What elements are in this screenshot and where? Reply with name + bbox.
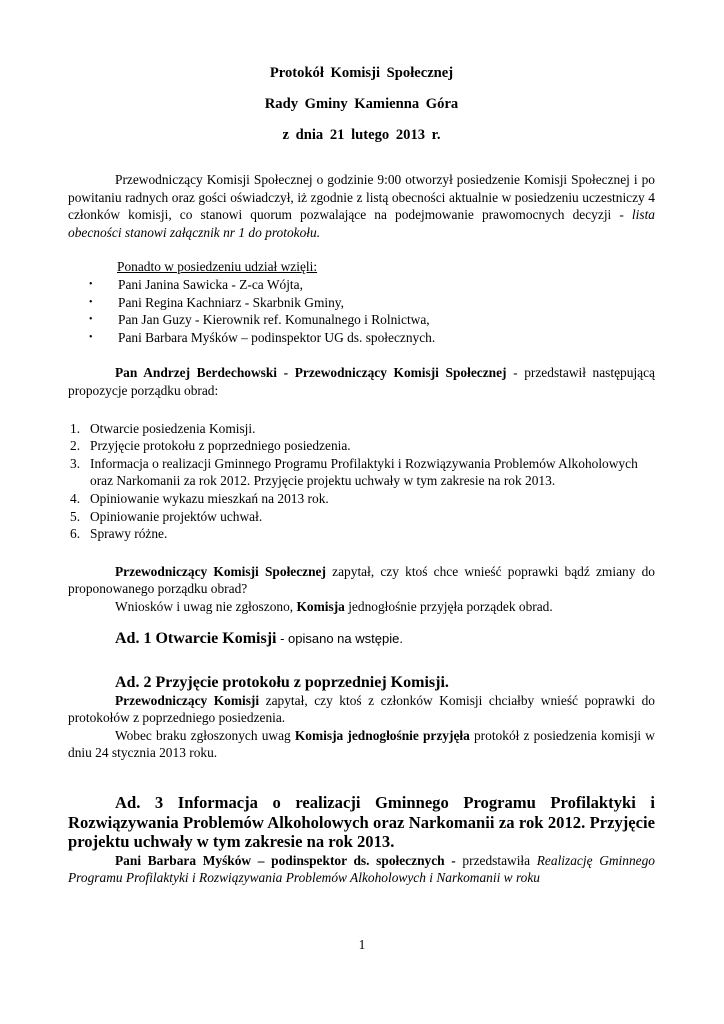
section-ad1	[68, 630, 655, 648]
agenda-item: 5. Opiniowanie projektów uchwał.	[70, 508, 263, 524]
agenda-item: 4. Opiniowanie wykazu mieszkań na 2013 rok.	[70, 490, 329, 506]
chair-proposal-paragraph: Pan Andrzej Berdechowski - Przewodniczący Komisji Społecznej - przedstawił następującą propozycje porządku obrad:	[68, 365, 655, 398]
agenda-question-paragraph: Przewodniczący Komisji Społecznej zapytał, czy ktoś chce wnieść poprawki bądź zmiany do proponowanego porządku obrad?	[68, 563, 655, 597]
agenda-item: 1. Otwarcie posiedzenia Komisji.	[70, 420, 256, 436]
agenda-item: 6. Sprawy różne.	[70, 526, 168, 542]
ad2-paragraph-2: Wobec braku zgłoszonych uwag Komisja jednogłośnie przyjęła protokół z posiedzenia komisji w dniu 24 stycznia 2013 roku.	[68, 727, 655, 761]
list-item: • Pani Janina Sawicka - Z-ca Wójta,	[68, 276, 655, 294]
ad2-heading: Ad. 2 Przyjęcie protokołu z poprzedniej Komisji.	[115, 674, 449, 692]
attendees-heading: Ponadto w posiedzeniu udział wzięli:	[117, 259, 318, 275]
ad3-heading: Ad. 3 Informacja o realizacji Gminnego Programu Profilaktyki i Rozwiązywania Problemów Alkoholowych oraz Narkomanii za rok 2012. Przyjęcie projektu uchwały w tym zakresie na rok 2013.	[68, 793, 655, 852]
ad1-heading: Ad. 1 Otwarcie Komisji	[115, 630, 277, 648]
list-item: • Pani Regina Kachniarz - Skarbnik Gminy,	[68, 294, 655, 312]
title-line-2: Rady Gminy Kamienna Góra	[264, 96, 459, 112]
ad2-paragraph-1: Przewodniczący Komisji zapytał, czy ktoś z członków Komisji chciałby wnieść poprawki do protokołów z poprzedniego posiedzenia.	[68, 692, 655, 726]
intro-paragraph	[68, 171, 655, 241]
title-line-3: z dnia 21 lutego 2013 r.	[282, 127, 441, 143]
ad3-paragraph: Pani Barbara Myśków – podinspektor ds. społecznych - przedstawiła Realizację Gminnego Programu Profilaktyki i Rozwiązywania Problemów Alkoholowych i Narkomanii w roku	[68, 852, 655, 886]
agenda-item: 3. Informacja o realizacji Gminnego Programu Profilaktyki i Rozwiązywania Problemów Alkoholowych oraz Narkomanii za rok 2012. Przyjęcie projektu uchwały w tym zakresie na rok 2013.	[70, 455, 638, 489]
agenda-list	[68, 420, 655, 543]
title-line-1: Protokół Komisji Społecznej	[269, 65, 454, 81]
agenda-accepted-paragraph: Wniosków i uwag nie zgłoszono, Komisja jednogłośnie przyjęła porządek obrad.	[115, 598, 553, 614]
intro-italic-note: lista obecności stanowi załącznik nr 1 do protokołu.	[68, 207, 655, 240]
chair-name: Pan Andrzej Berdechowski - Przewodniczący Komisji Społecznej	[115, 365, 507, 381]
intro-text: Przewodniczący Komisji Społecznej o godzinie 9:00 otworzył posiedzenie Komisji Społecznej i po powitaniu radnych oraz gości oświadczył, iż zgodnie z listą obecności aktualnie w posiedzeniu uczestniczy 4 członków komisji, co stanowi quorum pozwalające na podejmowanie prawomocnych decyzji -	[68, 172, 655, 223]
list-item: • Pani Barbara Myśków – podinspektor UG ds. społecznych.	[68, 329, 655, 347]
list-item: • Pan Jan Guzy - Kierownik ref. Komunalnego i Rolnictwa,	[68, 311, 655, 329]
attendees-list	[68, 276, 655, 346]
page-number: 1	[358, 937, 366, 952]
document-page	[68, 64, 655, 887]
ad1-note: - opisano na wstępie.	[276, 631, 403, 647]
agenda-item: 2. Przyjęcie protokołu z poprzedniego posiedzenia.	[70, 438, 351, 454]
